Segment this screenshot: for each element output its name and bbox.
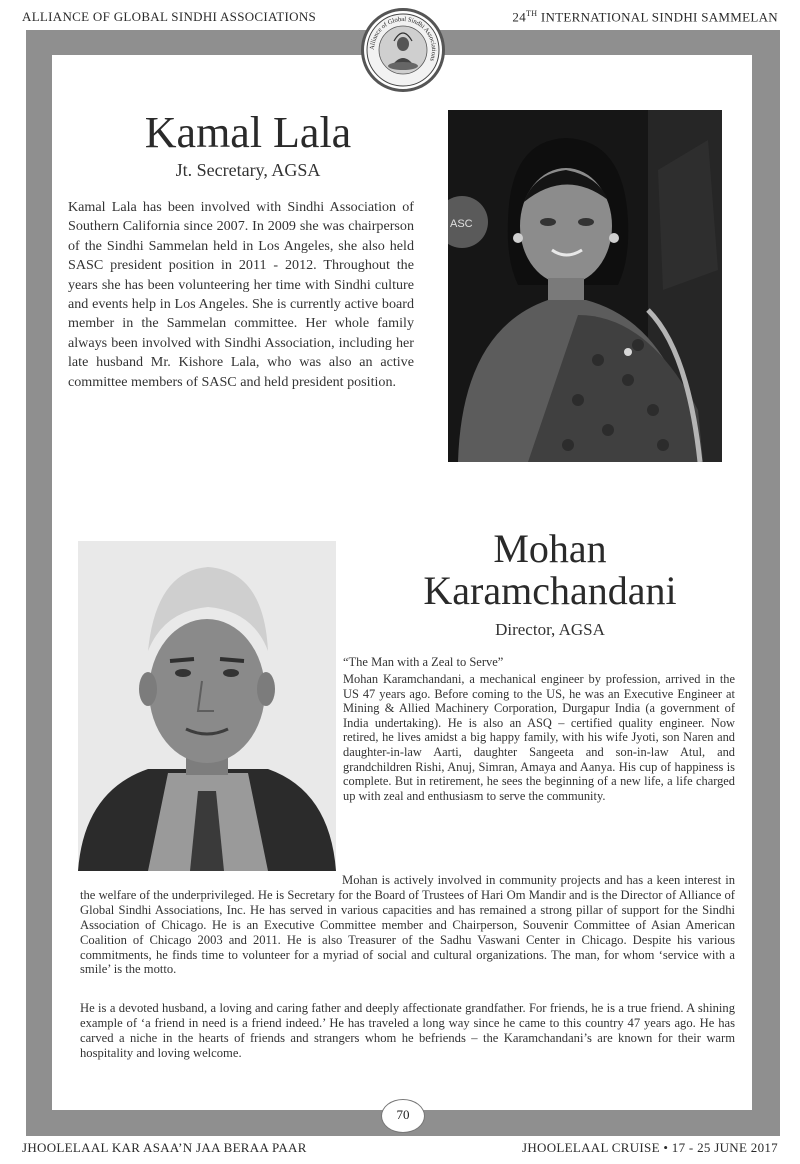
profile2-title: Director, AGSA (495, 620, 605, 639)
profile2-name-last: Karamchandani (423, 568, 677, 613)
emblem-ring-text: Alliance of Global Sindhi Associations (368, 15, 438, 63)
profile1-title: Jt. Secretary, AGSA (175, 160, 321, 180)
woman-portrait-image (448, 110, 722, 462)
profile1-name: Kamal Lala (144, 108, 352, 157)
header-left: ALLIANCE OF GLOBAL SINDHI ASSOCIATIONS (22, 9, 317, 24)
profile2-photo (78, 541, 336, 871)
profile1-bio: Kamal Lala has been involved with Sindhi Association of Southern California since 2007. In 2009 she was chairperson of the Sindhi Sammelan held in Los Angeles, she also held SASC president position in 2011 - 2012. Throughout the years she has been volunteering her time with Sindhi culture and events help in Los Angeles. She is currently active board member in the Sammelan committee. Her whole family always been involved with Sindhi Association, including her late husband Mr. Kishore Lala, who was also an active committee members of SASC and held president position. (68, 199, 414, 390)
footer-left: JHOOLELAAL KAR ASAA’N JAA BERAA PAAR (22, 1140, 307, 1155)
profile2-bio-paragraph-2: Mohan is actively involved in community projects and has a keen interest in the welfare of the underprivileged. He is Secretary for the Board of Trustees of Hari Om Mandir and is the Director of Alliance of Global Sindhi Associations, Inc. He has served in various capacities and has remained a strong pillar of support for the Sindhi Association of Chicago. He is an Executive Committee member and Chairperson, Souvenir Committee of Asian American Coalition of Chicago 2003 and 2011. He is also Treasurer of the Sadhu Vaswani Center in Chicago. Despite his various commitments, he finds time to volunteer for a myriad of social and cultural organizations. The man, for whom ‘service with a smile’ is the motto. (80, 873, 735, 977)
page-number: 70 (381, 1099, 425, 1133)
photo-badge-text: ASC (450, 218, 473, 230)
profile1-photo (448, 110, 722, 462)
footer-right: JHOOLELAAL CRUISE • 17 - 25 JUNE 2017 (521, 1140, 778, 1155)
header-right-text: INTERNATIONAL SINDHI SAMMELAN (537, 9, 778, 25)
header-right (512, 9, 778, 25)
emblem-graphic (364, 11, 442, 89)
header-right-ordinal: TH (526, 9, 538, 18)
profile2-name (380, 528, 720, 612)
header-right-number: 24 (512, 9, 527, 25)
profile2-bio-paragraph-3: He is a devoted husband, a loving and caring father and deeply affectionate grandfather. For friends, he is a true friend. A shining example of ‘a friend in need is a friend indeed.’ He has traveled a long way since he came to this country 47 years ago. He has carved a niche in the hearts of friends and strangers whom he befriends – the Karamchandani’s are known for their warm hospitality and loving welcome. (80, 1001, 735, 1060)
man-portrait-image (78, 541, 336, 871)
profile2-name-first: Mohan (493, 526, 607, 571)
association-emblem-logo (361, 8, 445, 92)
profile2-bio-paragraph-1: Mohan Karamchandani, a mechanical engineer by profession, arrived in the US 47 years ago. Before coming to the US, he was an Executive Engineer at Mining & Allied Machinery Corporation, Durgapur India (a government of India undertaking). He is also an ASQ – certified quality engineer. Now retired, he lives amidst a big happy family, with his wife Jyoti, son Naren and daughter-in-law Aarti, daughter Sangeeta and son-in-law Atul, and grandchildren Rishi, Anuj, Simran, Amaya and Aanya. His cup of happiness is complete. But in retirement, he sees the beginning of a new life, a life charged up with zeal and enthusiasm to serve the community. (343, 672, 735, 803)
profile2-quote: “The Man with a Zeal to Serve” (343, 655, 504, 669)
